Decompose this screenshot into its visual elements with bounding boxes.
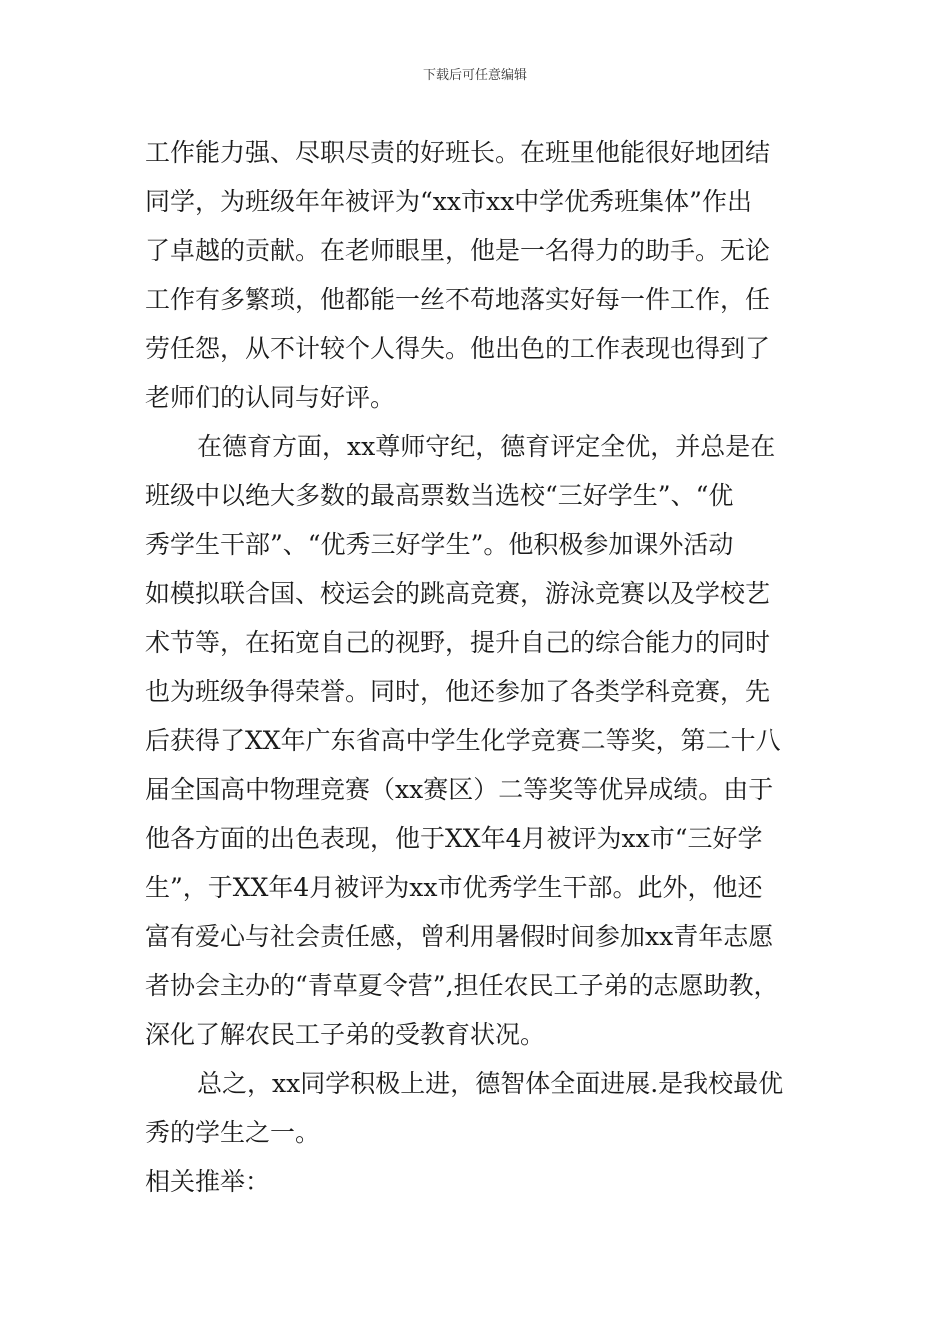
text-line: 术节等，在拓宽自己的视野，提升自己的综合能力的同时 [145, 628, 771, 657]
section-heading: 相关推举： [145, 1167, 271, 1196]
text-line: 秀的学生之一。 [145, 1118, 321, 1147]
text-line: 劳任怨，从不计较个人得失。他出色的工作表现也得到了 [145, 334, 771, 363]
text-line: 深化了解农民工子弟的受教育状况。 [145, 1020, 546, 1049]
text-line: 后获得了XX年广东省高中学生化学竞赛二等奖，第二十八 [145, 726, 781, 755]
text-line: 工作有多繁琐，他都能一丝不苟地落实好每一件工作，任 [145, 285, 771, 314]
text-line: 同学，为班级年年被评为“xx市xx中学优秀班集体”作出 [145, 187, 752, 216]
document-body [145, 128, 845, 1206]
text-line: 秀学生干部”、“优秀三好学生”。他积极参加课外活动 [145, 530, 734, 559]
text-line: 届全国高中物理竞赛（xx赛区）二等奖等优异成绩。由于 [145, 775, 774, 804]
text-line: 班级中以绝大多数的最高票数当选校“三好学生”、“优 [145, 481, 734, 510]
text-line: 老师们的认同与好评。 [145, 383, 396, 412]
text-line: 他各方面的出色表现，他于XX年4月被评为xx市“三好学 [145, 824, 763, 853]
paragraph-start-line: 在德育方面，xx尊师守纪，德育评定全优，并总是在 [197, 432, 776, 461]
text-line: 生”，于XX年4月被评为xx市优秀学生干部。此外，他还 [145, 873, 763, 902]
text-line: 富有爱心与社会责任感，曾利用暑假时间参加xx青年志愿 [145, 922, 774, 951]
text-line: 者协会主办的“青草夏令营”,担任农民工子弟的志愿助教， [145, 971, 779, 1000]
text-line: 如模拟联合国、校运会的跳高竞赛，游泳竞赛以及学校艺 [145, 579, 771, 608]
text-line: 工作能力强、尽职尽责的好班长。在班里他能很好地团结 [145, 138, 771, 167]
header-note: 下载后可任意编辑 [422, 68, 527, 83]
text-line: 了卓越的贡献。在老师眼里，他是一名得力的助手。无论 [145, 236, 771, 265]
paragraph-start-line: 总之，xx同学积极上进，德智体全面进展.是我校最优 [197, 1069, 784, 1098]
text-line: 也为班级争得荣誉。同时，他还参加了各类学科竞赛，先 [145, 677, 771, 706]
